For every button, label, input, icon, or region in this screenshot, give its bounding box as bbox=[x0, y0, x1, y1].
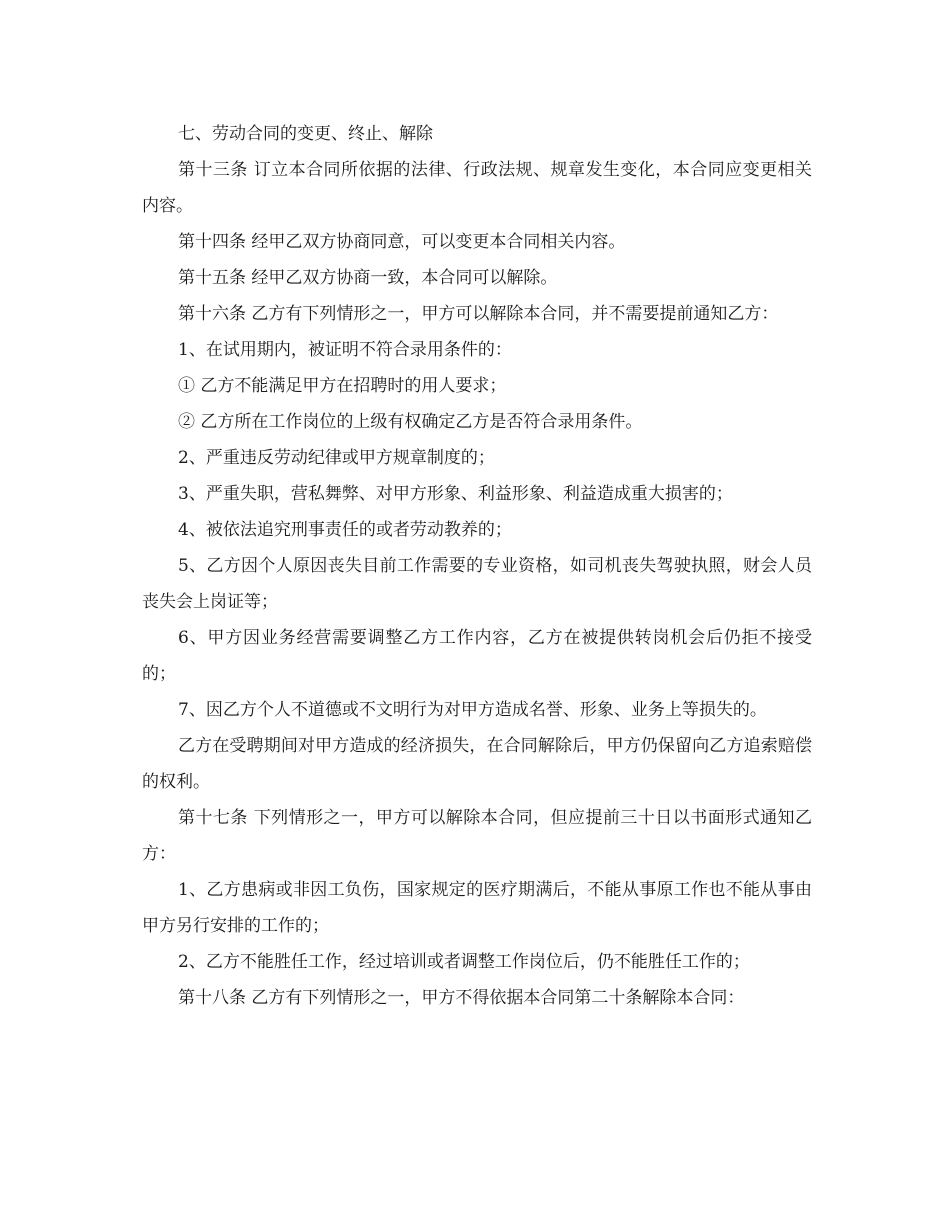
article-14: 第十四条 经甲乙双方协商同意，可以变更本合同相关内容。 bbox=[178, 232, 626, 252]
article-16-item-2: 2、严重违反劳动纪律或甲方规章制度的； bbox=[178, 448, 495, 468]
article-13: 第十三条 订立本合同所依据的法律、行政法规、规章发生变化，本合同应变更相关内容。 bbox=[142, 160, 812, 216]
article-16-item-6: 6、甲方因业务经营需要调整乙方工作内容，乙方在被提供转岗机会后仍拒不接受的； bbox=[142, 628, 812, 684]
section-heading: 七、劳动合同的变更、终止、解除 bbox=[178, 124, 433, 144]
article-16-item-5: 5、乙方因个人原因丧失目前工作需要的专业资格，如司机丧失驾驶执照，财会人员丧失会上岗证等； bbox=[142, 556, 812, 612]
article-16: 第十六条 乙方有下列情形之一，甲方可以解除本合同，并不需要提前通知乙方： bbox=[178, 304, 779, 324]
article-16-item-1: 1、在试用期内，被证明不符合录用条件的： bbox=[178, 340, 512, 360]
compensation-clause: 乙方在受聘期间对甲方造成的经济损失，在合同解除后，甲方仍保留向乙方追索赔偿的权利。 bbox=[142, 736, 812, 792]
article-16-item-1-sub-1: ① 乙方不能满足甲方在招聘时的用人要求； bbox=[178, 376, 507, 396]
document-body bbox=[142, 116, 812, 1016]
article-17: 第十七条 下列情形之一，甲方可以解除本合同，但应提前三十日以书面形式通知乙方： bbox=[142, 808, 812, 864]
article-17-item-1: 1、乙方患病或非因工负伤，国家规定的医疗期满后，不能从事原工作也不能从事由甲方另行安排的工作的； bbox=[142, 880, 812, 936]
article-16-item-7: 7、因乙方个人不道德或不文明行为对甲方造成名誉、形象、业务上等损失的。 bbox=[178, 700, 767, 720]
article-17-item-2: 2、乙方不能胜任工作，经过培训或者调整工作岗位后，仍不能胜任工作的； bbox=[178, 952, 750, 972]
article-16-item-4: 4、被依法追究刑事责任的或者劳动教养的； bbox=[178, 520, 512, 540]
article-16-item-1-sub-2: ② 乙方所在工作岗位的上级有权确定乙方是否符合录用条件。 bbox=[178, 412, 643, 432]
article-15: 第十五条 经甲乙双方协商一致，本合同可以解除。 bbox=[178, 268, 558, 288]
article-16-item-3: 3、严重失职，营私舞弊、对甲方形象、利益形象、利益造成重大损害的； bbox=[178, 484, 733, 504]
article-18: 第十八条 乙方有下列情形之一，甲方不得依据本合同第二十条解除本合同： bbox=[178, 988, 745, 1008]
